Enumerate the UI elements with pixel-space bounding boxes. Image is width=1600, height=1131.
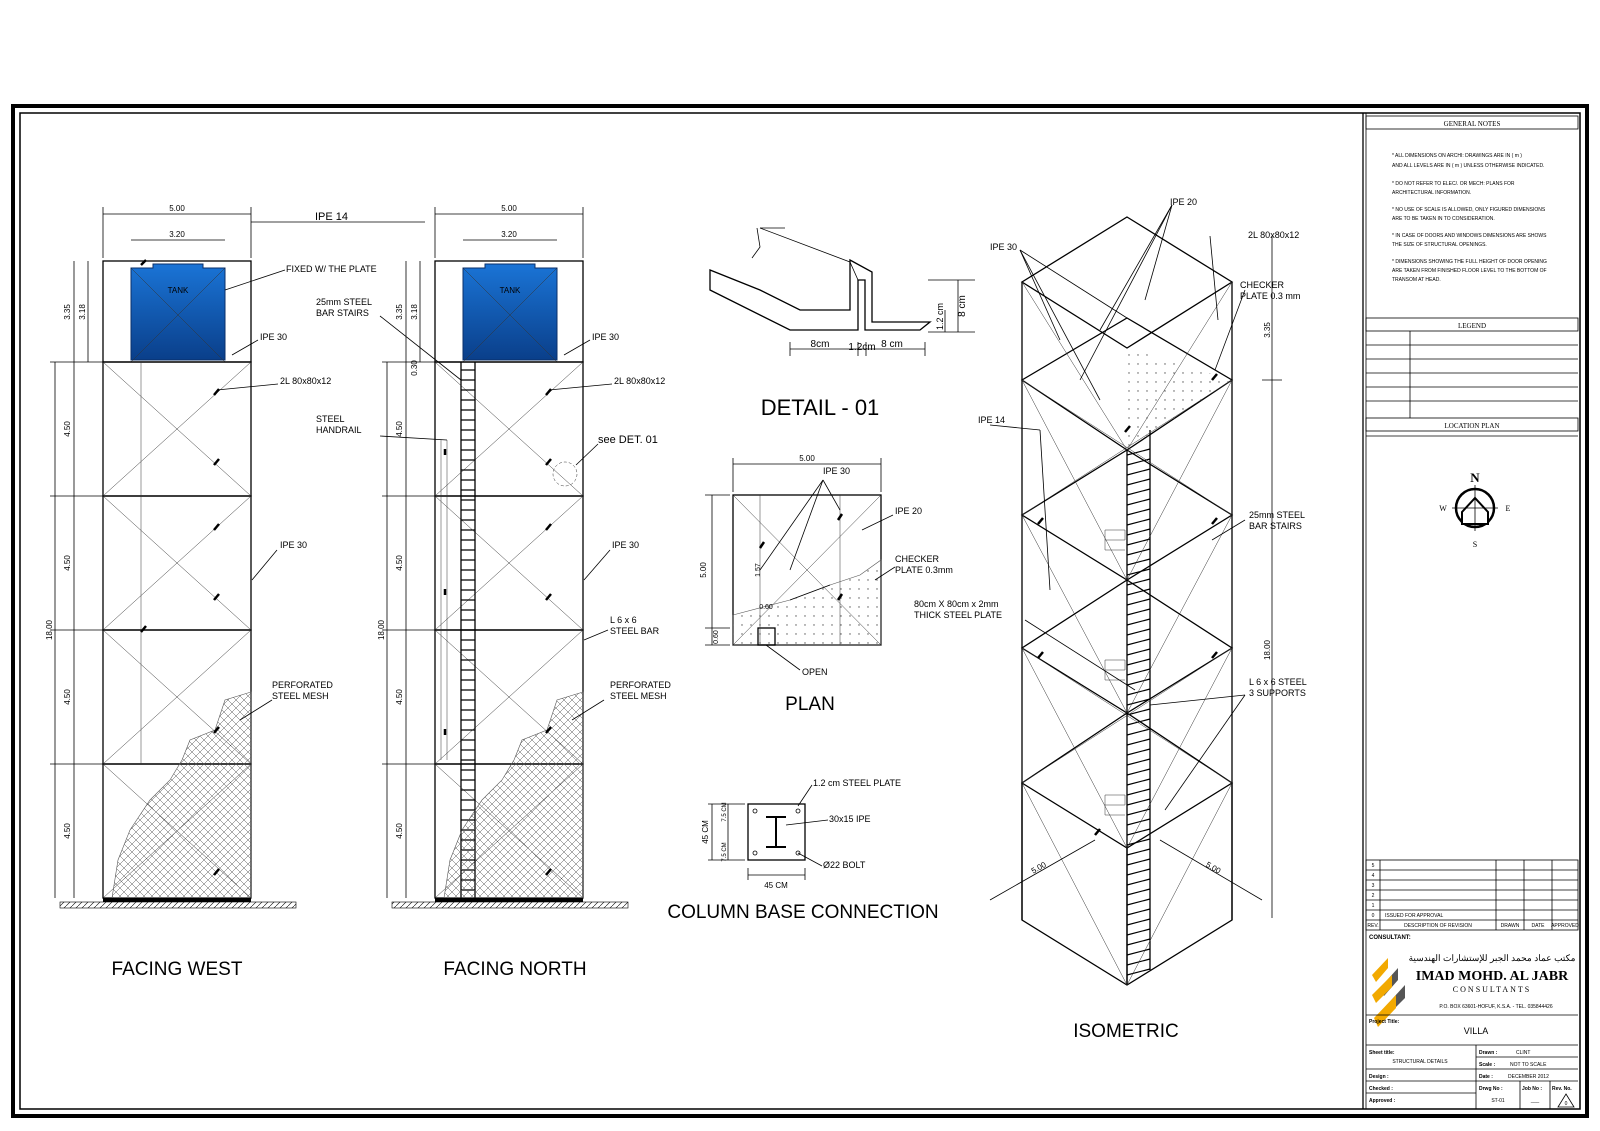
west-h-total: 18.00	[45, 619, 54, 641]
north-dim-tank: 3.20	[501, 230, 517, 239]
west-fixed-label: FIXED W/ THE PLATE	[286, 264, 377, 274]
iso-plate-1: 80cm X 80cm x 2mm	[914, 599, 999, 609]
north-h-total: 18.00	[377, 619, 386, 641]
iso-stairs-1: 25mm STEEL	[1249, 510, 1306, 520]
west-h-335: 3.35	[63, 304, 72, 320]
north-h-318: 3.18	[410, 304, 419, 320]
west-dim-tank: 3.20	[169, 230, 185, 239]
north-handrail-2: HANDRAIL	[316, 425, 362, 435]
consultant-label: CONSULTANT:	[1369, 935, 1411, 941]
compass-w: W	[1439, 504, 1447, 513]
rev-row-3: 3	[1371, 883, 1375, 889]
job-label: Job No :	[1522, 1086, 1542, 1092]
north-stairs-1: 25mm STEEL	[316, 297, 373, 307]
west-mesh-2: STEEL MESH	[272, 691, 329, 701]
west-mesh-1: PERFORATED	[272, 680, 333, 690]
note-2: AND ALL LEVELS ARE IN ( m ) UNLESS OTHERWISE INDICATED.	[1392, 163, 1545, 169]
note-4: ARCHITECTURAL INFORMATION.	[1392, 190, 1472, 196]
plan-open: OPEN	[802, 667, 828, 677]
cb-plate: 1.2 cm STEEL PLATE	[813, 778, 902, 788]
job-value: ___	[1530, 1098, 1540, 1104]
west-h-450-a: 4.50	[63, 421, 72, 437]
plan-d060b: 0.60	[713, 630, 720, 644]
note-1: * ALL DIMENSIONS ON ARCHI: DRAWINGS ARE IN ( m )	[1392, 153, 1522, 159]
west-tank	[131, 264, 225, 360]
det-d12: 1.2cm	[848, 342, 876, 353]
elevation-north	[316, 204, 671, 980]
west-ipe30-top: IPE 30	[260, 332, 288, 342]
drawn-value: CLINT	[1516, 1050, 1531, 1056]
note-10: ARE TAKEN FROM FINISHED FLOOR LEVEL TO THE BOTTOM OF	[1392, 268, 1547, 274]
location-plan-title: LOCATION PLAN	[1444, 422, 1500, 430]
west-perforated-mesh	[112, 692, 251, 898]
north-handrail-1: STEEL	[316, 414, 345, 424]
design-label: Design :	[1369, 1074, 1389, 1080]
sheet-title: STRUCTURAL DETAILS	[1392, 1059, 1448, 1065]
north-mesh-2: STEEL MESH	[610, 691, 667, 701]
iso-checker-area	[1127, 348, 1232, 450]
rev-row-1: 1	[1371, 903, 1375, 909]
plan-title: PLAN	[785, 694, 835, 715]
rev-h-date: DATE	[1531, 923, 1545, 929]
beam-label-ipe14: IPE 14	[315, 211, 349, 223]
west-h-450-c: 4.50	[63, 689, 72, 705]
det-d8b: 8 cm	[881, 339, 903, 350]
plan-ipe20: IPE 20	[895, 506, 923, 516]
drwg-label: Drwg No :	[1479, 1086, 1503, 1092]
iso-ipe20: IPE 20	[1170, 197, 1198, 207]
rev-no-value: 0	[1564, 1101, 1568, 1107]
detail-01	[710, 228, 975, 420]
north-h-450-d: 4.50	[395, 823, 404, 839]
note-6: ARE TO BE TAKEN IN TO CONSIDERATION.	[1392, 216, 1495, 222]
north-h-030: 0.30	[410, 360, 419, 376]
consultant-name: IMAD MOHD. AL JABR	[1415, 969, 1569, 984]
iso-l6-1: L 6 x 6 STEEL	[1249, 677, 1307, 687]
iso-b500a: 5.00	[1029, 860, 1048, 876]
rev-row-4: 4	[1371, 873, 1375, 879]
iso-b500b: 5.00	[1204, 860, 1223, 876]
note-8: THE SIZE OF STRUCTURAL OPENINGS.	[1392, 242, 1487, 248]
rev-h-desc: DESCRIPTION OF REVISION	[1404, 923, 1472, 929]
west-brace-label: 2L 80x80x12	[280, 376, 332, 386]
rev-row-2: 2	[1371, 893, 1375, 899]
iso-checker-1: CHECKER	[1240, 280, 1285, 290]
plan-dim-left: 5.00	[699, 562, 708, 578]
north-h-450-c: 4.50	[395, 689, 404, 705]
title-block	[1363, 113, 1579, 1109]
iso-h335: 3.35	[1263, 322, 1272, 338]
north-ipe30-top: IPE 30	[592, 332, 620, 342]
north-title: FACING NORTH	[443, 959, 587, 980]
west-tank-label: TANK	[167, 286, 189, 295]
north-perforated-mesh	[444, 692, 583, 898]
elevation-west	[45, 204, 425, 980]
revision-table	[1366, 860, 1578, 930]
rev-h-rev: REV.	[1367, 923, 1379, 929]
rev-row-0: 0	[1371, 913, 1375, 919]
det-dv8: 8 cm	[957, 295, 968, 317]
iso-plate-2: THICK STEEL PLATE	[914, 610, 1003, 620]
north-brace-label: 2L 80x80x12	[614, 376, 666, 386]
north-l6-2: STEEL BAR	[610, 626, 660, 636]
isometric	[914, 197, 1307, 1042]
rev-no-label: Rev. No.	[1552, 1086, 1572, 1092]
plan-d157: 1.57	[755, 563, 762, 577]
cb-ipe: 30x15 IPE	[829, 814, 871, 824]
consultant-addr: P.O. BOX 63601-HOFUF, K.S.A. - TEL. 035844426	[1439, 1004, 1553, 1010]
plan-dim-top: 5.00	[799, 454, 815, 463]
compass-s: S	[1472, 540, 1478, 549]
cb-d45v: 45 CM	[701, 820, 710, 844]
west-title: FACING WEST	[111, 959, 243, 980]
plan-d060a: 0.60	[759, 604, 773, 611]
rev-h-drawn: DRAWN	[1500, 923, 1520, 929]
note-11: TRANSOM AT HEAD.	[1392, 277, 1441, 283]
iso-brace: 2L 80x80x12	[1248, 230, 1300, 240]
consultant-logo	[1372, 958, 1405, 1027]
drwg-value: ST-01	[1491, 1098, 1505, 1104]
note-9: * DIMENSIONS SHOWING THE FULL HEIGHT OF DOOR OPENING	[1392, 259, 1547, 265]
note-3: * DO NOT REFER TO ELEC/. OR MECH: PLANS FOR	[1392, 181, 1515, 187]
cb-bolt: Ø22 BOLT	[823, 860, 866, 870]
det-d8a: 8cm	[810, 339, 830, 350]
drawn-label: Drawn :	[1479, 1050, 1498, 1056]
compass-e: E	[1505, 504, 1511, 513]
date-value: DECEMBER 2012	[1508, 1074, 1549, 1080]
north-stairs-2: BAR STAIRS	[316, 308, 369, 318]
rev0-desc: ISSUED FOR APPROVAL	[1385, 913, 1444, 919]
north-tank	[463, 264, 557, 360]
detail01-title: DETAIL - 01	[760, 395, 880, 420]
compass-n: N	[1470, 470, 1480, 485]
north-h-335: 3.35	[395, 304, 404, 320]
cb-d45h: 45 CM	[764, 881, 788, 890]
north-l6-1: L 6 x 6	[610, 615, 637, 625]
iso-checker-2: PLATE 0.3 mm	[1240, 291, 1301, 301]
north-mesh-1: PERFORATED	[610, 680, 671, 690]
plan-checker-2: PLATE 0.3mm	[895, 565, 953, 575]
general-notes	[1392, 153, 1547, 283]
north-dim-top: 5.00	[501, 204, 517, 213]
date-label: Date :	[1479, 1074, 1493, 1080]
north-ipe30-mid: IPE 30	[612, 540, 640, 550]
general-notes-title: GENERAL NOTES	[1443, 120, 1501, 128]
iso-stairs-2: BAR STAIRS	[1249, 521, 1302, 531]
project-title: VILLA	[1463, 1026, 1489, 1036]
plan-ipe30: IPE 30	[823, 466, 851, 476]
note-7: * IN CASE OF DOORS AND WINDOWS DIMENSIONS ARE SHOWS	[1392, 233, 1547, 239]
west-h-450-b: 4.50	[63, 555, 72, 571]
sheet-label: Sheet title:	[1369, 1050, 1395, 1056]
north-h-450-a: 4.50	[395, 421, 404, 437]
cb-d75b: 7.5 CM	[722, 842, 728, 862]
legend-title: LEGEND	[1458, 322, 1486, 330]
west-ipe30-mid: IPE 30	[280, 540, 308, 550]
project-label: Project Title:	[1369, 1019, 1400, 1025]
iso-h18: 18.00	[1263, 639, 1272, 661]
west-dim-top: 5.00	[169, 204, 185, 213]
isometric-title: ISOMETRIC	[1073, 1021, 1179, 1042]
consultant-arabic: مكتب عماد محمد الجبر للإستشارات الهندسية	[1408, 953, 1576, 963]
compass-icon	[1439, 470, 1510, 549]
det-dv12: 1.2 cm	[935, 302, 945, 330]
iso-ipe30: IPE 30	[990, 242, 1018, 252]
west-h-450-d: 4.50	[63, 823, 72, 839]
west-h-318: 3.18	[78, 304, 87, 320]
iso-l6-2: 3 SUPPORTS	[1249, 688, 1306, 698]
note-5: * NO USE OF SCALE IS ALLOWED, ONLY FIGURED DIMENSIONS	[1392, 207, 1546, 213]
column-base-connection	[667, 778, 938, 923]
iso-ipe14: IPE 14	[978, 415, 1006, 425]
checked-label: Checked :	[1369, 1086, 1393, 1092]
north-tank-label: TANK	[499, 286, 521, 295]
approved-label: Approved :	[1369, 1098, 1396, 1104]
column-base-title: COLUMN BASE CONNECTION	[667, 902, 939, 923]
plan	[699, 454, 953, 715]
scale-label: Scale :	[1479, 1062, 1496, 1068]
north-h-450-b: 4.50	[395, 555, 404, 571]
consultant-sub: CONSULTANTS	[1452, 985, 1532, 994]
cb-d75a: 7.5 CM	[722, 802, 728, 822]
scale-value: NOT TO SCALE	[1510, 1062, 1547, 1068]
plan-checker-1: CHECKER	[895, 554, 940, 564]
north-see-det: see DET. 01	[598, 434, 658, 446]
rev-h-approved: APPROVED	[1551, 923, 1579, 929]
rev-row-5: 5	[1371, 863, 1375, 869]
